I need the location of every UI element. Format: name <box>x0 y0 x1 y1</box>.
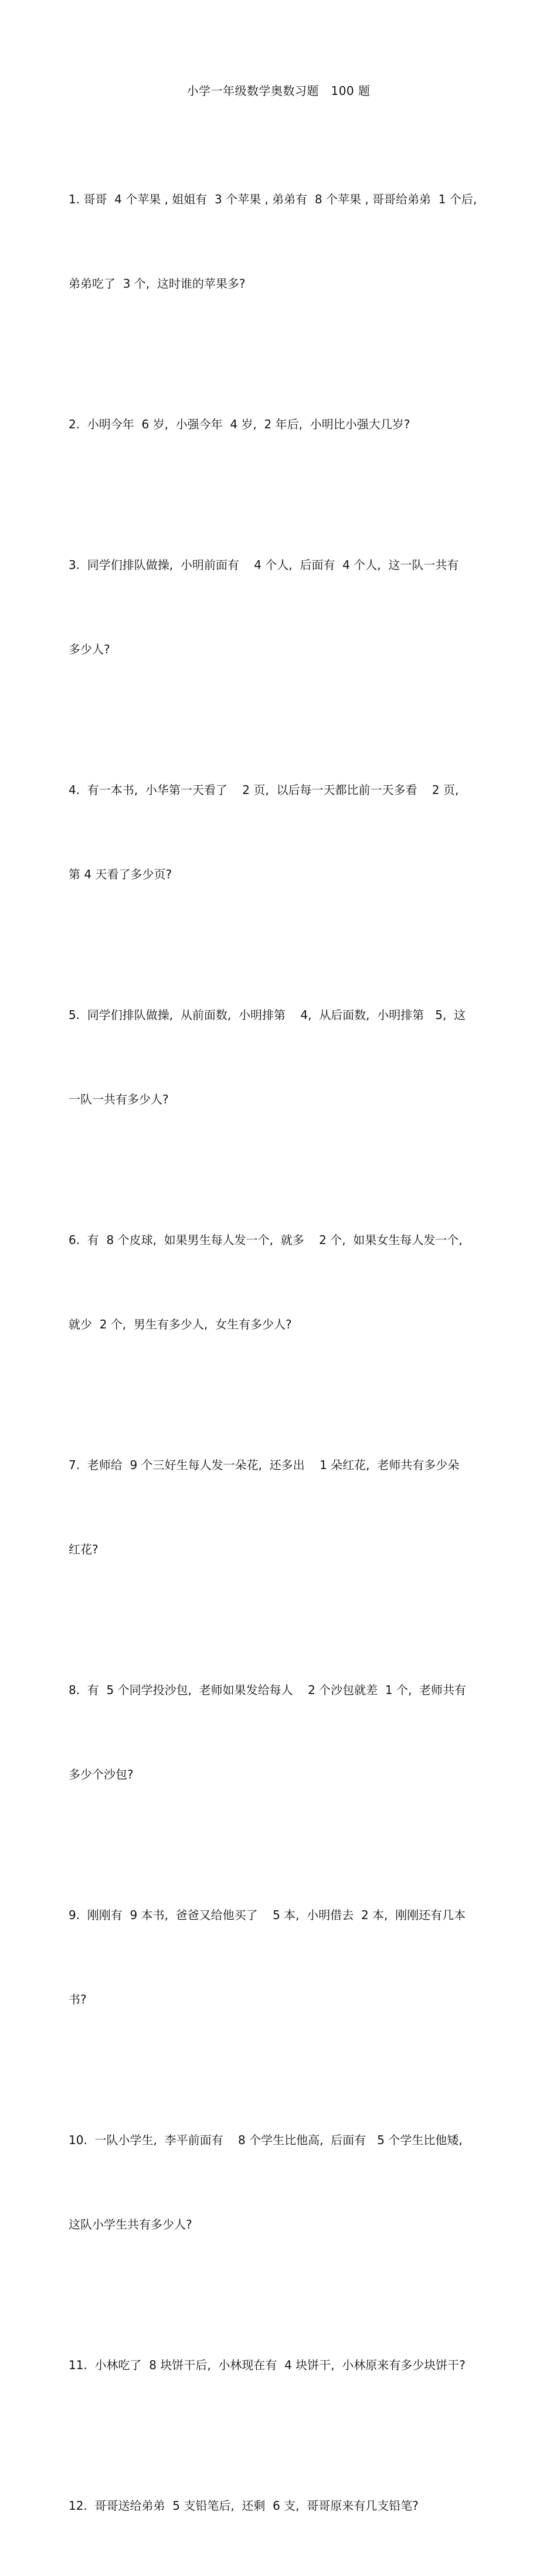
question-12 <box>69 2435 488 2576</box>
question-line: 3. 同学们排队做操, 小明前面有 4 个人, 后面有 4 个人, 这一队一共有 <box>69 558 459 572</box>
question-line: 这队小学生共有多少人? <box>69 2217 192 2231</box>
question-2 <box>69 354 488 495</box>
question-line: 弟弟吃了 3 个, 这时谁的苹果多? <box>69 277 246 291</box>
question-line: 6. 有 8 个皮球, 如果男生每人发一个, 就多 2 个, 如果女生每人发一个, <box>69 1233 463 1247</box>
question-list <box>69 129 488 2576</box>
question-1 <box>69 129 488 354</box>
question-line: 7. 老师给 9 个三好生每人发一朵花, 还多出 1 朵红花, 老师共有多少朵 <box>69 1458 460 1472</box>
question-line: 多少个沙包? <box>69 1767 134 1781</box>
page-title: 小学一年级数学奥数习题 100 题 <box>186 84 371 98</box>
question-line: 9. 刚刚有 9 本书, 爸爸又给他买了 5 本, 小明借去 2 本, 刚刚还有几本 <box>69 1908 466 1922</box>
question-7 <box>69 1395 488 1620</box>
question-4 <box>69 720 488 945</box>
question-line: 5. 同学们排队做操, 从前面数, 小明排第 4, 从后面数, 小明排第 5, 这 <box>69 1008 466 1022</box>
question-6 <box>69 1170 488 1395</box>
question-5 <box>69 945 488 1170</box>
question-8 <box>69 1620 488 1845</box>
question-line: 2. 小明今年 6 岁, 小强今年 4 岁, 2 年后, 小明比小强大几岁? <box>69 417 410 431</box>
question-line: 8. 有 5 个同学投沙包, 老师如果发给每人 2 个沙包就差 1 个, 老师共有 <box>69 1683 467 1697</box>
question-line: 12. 哥哥送给弟弟 5 支铅笔后, 还剩 6 支, 哥哥原来有几支铅笔? <box>69 2499 419 2513</box>
question-line: 11. 小林吃了 8 块饼干后, 小林现在有 4 块饼干, 小林原来有多少块饼干? <box>69 2358 466 2372</box>
question-3 <box>69 495 488 720</box>
question-line: 第 4 天看了多少页? <box>69 867 172 881</box>
question-line: 1. 哥哥 4 个苹果 , 姐姐有 3 个苹果 , 弟弟有 8 个苹果 , 哥哥给弟弟 1 个后, <box>69 192 477 206</box>
question-line: 一队一共有多少人? <box>69 1092 169 1106</box>
question-11 <box>69 2295 488 2435</box>
question-10 <box>69 2070 488 2295</box>
question-9 <box>69 1845 488 2070</box>
question-line: 书? <box>69 1992 87 2006</box>
question-line: 就少 2 个, 男生有多少人, 女生有多少人? <box>69 1317 292 1331</box>
question-line: 多少人? <box>69 642 110 656</box>
question-line: 10. 一队小学生, 李平前面有 8 个学生比他高, 后面有 5 个学生比他矮, <box>69 2133 463 2147</box>
question-line: 红花? <box>69 1542 99 1556</box>
question-line: 4. 有一本书, 小华第一天看了 2 页, 以后每一天都比前一天多看 2 页, <box>69 783 459 797</box>
